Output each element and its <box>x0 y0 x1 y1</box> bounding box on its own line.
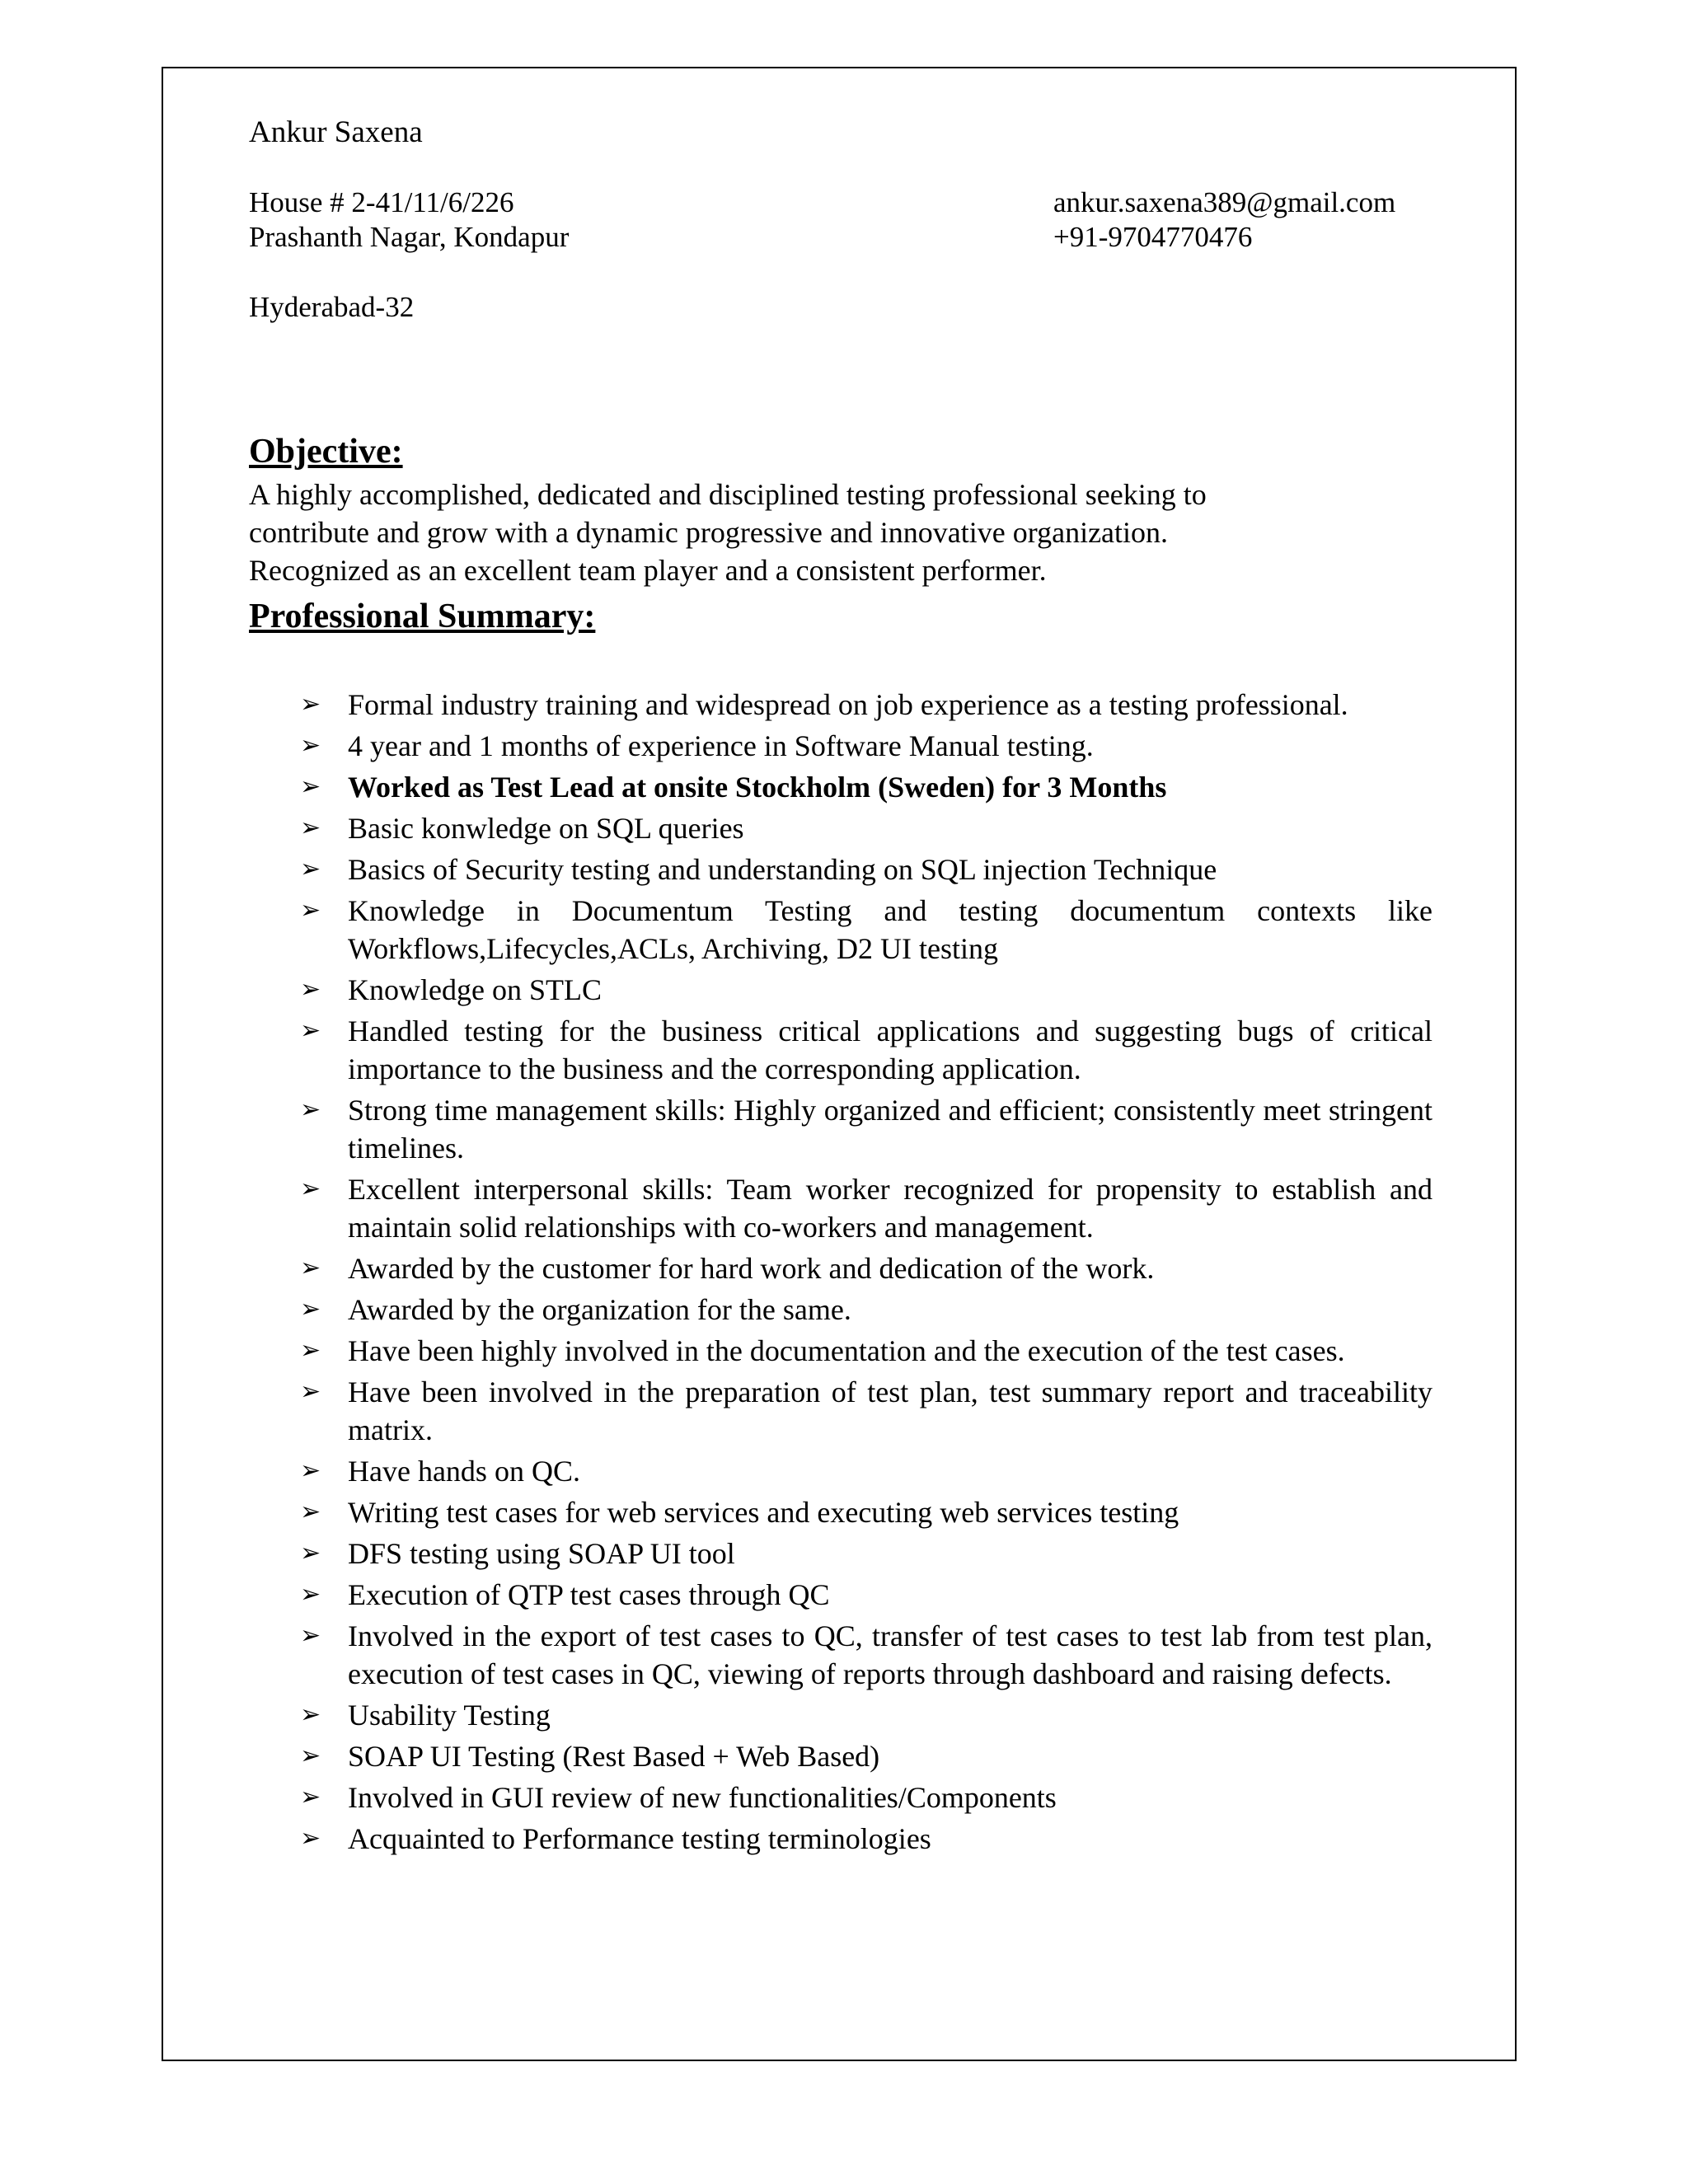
list-item: ➢ Excellent interpersonal skills: Team worker recognized for propensity to establish and maintain solid relationships with co-workers and management. <box>249 1170 1432 1246</box>
list-item: ➢ Writing test cases for web services and executing web services testing <box>249 1493 1432 1531</box>
arrowhead-bullet-icon: ➢ <box>300 1337 321 1364</box>
arrowhead-bullet-icon: ➢ <box>300 1296 321 1323</box>
arrowhead-bullet-icon: ➢ <box>300 1498 321 1526</box>
list-item: ➢ Acquainted to Performance testing terminologies <box>249 1820 1432 1858</box>
list-item: ➢ Involved in the export of test cases to QC, transfer of test cases to test lab from test plan, execution of test cases in QC, viewing of reports through dashboard and raising defects. <box>249 1617 1432 1693</box>
arrowhead-bullet-icon: ➢ <box>300 1096 321 1123</box>
address-line-2: Prashanth Nagar, Kondapur <box>249 221 570 253</box>
arrowhead-bullet-icon: ➢ <box>300 1701 321 1728</box>
objective-line: Recognized as an excellent team player and a consistent performer. <box>249 554 1047 587</box>
candidate-name: Ankur Saxena <box>249 115 423 149</box>
arrowhead-bullet-icon: ➢ <box>300 773 321 800</box>
list-item: ➢ DFS testing using SOAP UI tool <box>249 1535 1432 1572</box>
professional-summary-heading: Professional Summary: <box>249 598 596 635</box>
arrowhead-bullet-icon: ➢ <box>300 1622 321 1649</box>
list-item: ➢ Usability Testing <box>249 1696 1432 1734</box>
list-item: ➢ Have hands on QC. <box>249 1452 1432 1490</box>
list-item: ➢ Worked as Test Lead at onsite Stockholm (Sweden) for 3 Months <box>249 768 1432 806</box>
phone-number: +91-9704770476 <box>1053 221 1253 253</box>
arrowhead-bullet-icon: ➢ <box>300 1742 321 1769</box>
objective-text <box>249 476 1436 589</box>
objective-line: contribute and grow with a dynamic progressive and innovative organization. <box>249 516 1169 549</box>
arrowhead-bullet-icon: ➢ <box>300 1825 321 1852</box>
professional-summary-list <box>249 686 1436 1861</box>
list-item: ➢ Handled testing for the business critical applications and suggesting bugs of critical importance to the business and the corresponding application. <box>249 1012 1432 1088</box>
arrowhead-bullet-icon: ➢ <box>300 1254 321 1282</box>
objective-line: A highly accomplished, dedicated and disciplined testing professional seeking to <box>249 478 1207 511</box>
arrowhead-bullet-icon: ➢ <box>300 814 321 841</box>
list-item: ➢ Involved in GUI review of new functionalities/Components <box>249 1779 1432 1816</box>
list-item: ➢ Execution of QTP test cases through QC <box>249 1576 1432 1614</box>
list-item: ➢ Have been highly involved in the documentation and the execution of the test cases. <box>249 1332 1432 1370</box>
list-item: ➢ Knowledge in Documentum Testing and testing documentum contexts like Workflows,Lifecycles,ACLs, Archiving, D2 UI testing <box>249 892 1432 968</box>
arrowhead-bullet-icon: ➢ <box>300 976 321 1003</box>
list-item: ➢ 4 year and 1 months of experience in Software Manual testing. <box>249 727 1432 765</box>
list-item: ➢ Awarded by the organization for the same. <box>249 1291 1432 1329</box>
arrowhead-bullet-icon: ➢ <box>300 1457 321 1484</box>
arrowhead-bullet-icon: ➢ <box>300 897 321 924</box>
list-item: ➢ Strong time management skills: Highly organized and efficient; consistently meet stringent timelines. <box>249 1091 1432 1167</box>
objective-heading: Objective: <box>249 433 403 471</box>
list-item: ➢ Basic konwledge on SQL queries <box>249 809 1432 847</box>
address-line-3: Hyderabad-32 <box>249 291 415 323</box>
arrowhead-bullet-icon: ➢ <box>300 855 321 883</box>
arrowhead-bullet-icon: ➢ <box>300 1378 321 1405</box>
arrowhead-bullet-icon: ➢ <box>300 1017 321 1044</box>
list-item: ➢ Formal industry training and widespread on job experience as a testing professional. <box>249 686 1432 724</box>
list-item: ➢ Basics of Security testing and understanding on SQL injection Technique <box>249 851 1432 888</box>
arrowhead-bullet-icon: ➢ <box>300 1175 321 1202</box>
list-item: ➢ Awarded by the customer for hard work and dedication of the work. <box>249 1249 1432 1287</box>
list-item: ➢ Knowledge on STLC <box>249 971 1432 1009</box>
arrowhead-bullet-icon: ➢ <box>300 732 321 759</box>
email-address: ankur.saxena389@gmail.com <box>1053 186 1396 218</box>
list-item: ➢ SOAP UI Testing (Rest Based + Web Based) <box>249 1737 1432 1775</box>
address-line-1: House # 2-41/11/6/226 <box>249 186 514 218</box>
arrowhead-bullet-icon: ➢ <box>300 691 321 718</box>
arrowhead-bullet-icon: ➢ <box>300 1581 321 1608</box>
arrowhead-bullet-icon: ➢ <box>300 1540 321 1567</box>
list-item: ➢ Have been involved in the preparation of test plan, test summary report and traceability matrix. <box>249 1373 1432 1449</box>
arrowhead-bullet-icon: ➢ <box>300 1783 321 1811</box>
